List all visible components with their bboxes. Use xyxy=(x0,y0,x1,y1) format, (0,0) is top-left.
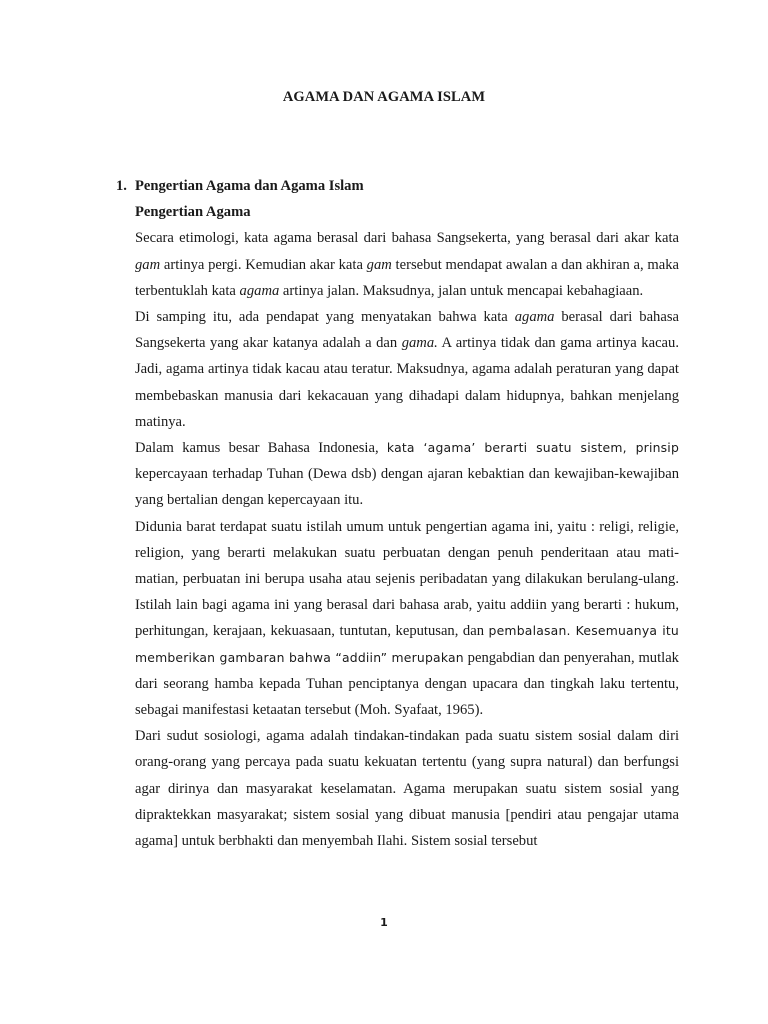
section-number: 1. xyxy=(116,178,127,194)
page-number: 1 xyxy=(380,916,388,929)
text-run: kata ‘agama’ berarti suatu sistem, prinsip xyxy=(386,440,680,456)
text-run: Didunia barat terdapat suatu istilah umum untuk pengertian agama ini, yaitu : religi, religie, religion, yang berarti melakukan suatu perbuatan dengan penuh penderitaan atau mati-matian, perbuatan ini berupa usaha atau sejenis peribadatan yang dilakukan berulang-ulang. Istilah lain bagi agama ini yang berasal dari bahasa arab, yaitu addiin yang berarti : hukum, perhitungan, kerajaan, kekuasaan, tuntutan, keputusan, dan xyxy=(135,518,679,640)
text-run: Dalam kamus besar Bahasa Indonesia, xyxy=(135,440,387,457)
paragraph-kbbi-definition xyxy=(135,435,679,514)
text-run: pembalasan. Kesemuanya itu memberikan gambaran bahwa “addiin” merupakan xyxy=(135,623,679,665)
italic-term: gam xyxy=(366,256,392,273)
paragraph-etymology xyxy=(135,225,679,304)
text-run: kepercayaan terhadap Tuhan (Dewa dsb) dengan ajaran kebaktian dan kewajiban-kewajiban yang bertalian dengan kepercayaan itu. xyxy=(135,466,679,509)
document-body xyxy=(116,173,680,854)
paragraph-sociology xyxy=(135,723,679,854)
section-heading-text: Pengertian Agama dan Agama Islam xyxy=(135,178,364,194)
document-title: AGAMA DAN AGAMA ISLAM xyxy=(282,89,486,105)
italic-term: gam xyxy=(135,256,161,273)
text-run: Dari sudut sosiologi, agama adalah tindakan-tindakan pada suatu sistem sosial dalam diri orang-orang yang percaya pada suatu kekuatan tertentu (yang supra natural) dan berfungsi agar dirinya dan masyarakat keselamatan. Agama merupakan suatu sistem sosial yang dipraktekkan masyarakat; sistem sosial yang dibuat manusia [pendiri atau pengajar utama agama] untuk berbhakti dan menyembah Ilahi. Sistem sosial tersebut xyxy=(135,728,679,850)
text-run: A artinya tidak dan gama artinya kacau. Jadi, agama artinya tidak kacau atau teratur. Maksudnya, agama adalah peraturan yang dapat membebaskan manusia dari kekacauan yang dihadapi dalam hidupnya, bahkan menjelang matinya. xyxy=(135,335,679,430)
italic-term: agama xyxy=(514,309,555,326)
text-run: Secara etimologi, kata agama berasal dari bahasa Sangsekerta, yang berasal dari akar kata xyxy=(135,230,679,247)
text-run: berasal dari bahasa Sangsekerta yang akar katanya adalah a dan xyxy=(135,309,679,352)
text-run: artinya jalan. Maksudnya, jalan untuk mencapai kebahagiaan. xyxy=(279,282,644,299)
paragraph-western-term xyxy=(135,514,679,724)
text-run: pengabdian dan penyerahan, mutlak dari seorang hamba kepada Tuhan penciptanya dengan upacara dan tingkah laku tertentu, sebagai manifestasi ketaatan tersebut (Moh. Syafaat, 1965). xyxy=(135,649,679,719)
text-run: Di samping itu, ada pendapat yang menyatakan bahwa kata xyxy=(135,309,515,326)
text-run: artinya pergi. Kemudian akar kata xyxy=(160,256,367,273)
italic-term: gama. xyxy=(401,335,438,352)
italic-term: agama xyxy=(239,282,280,299)
section-heading xyxy=(116,173,679,199)
text-run: tersebut mendapat awalan a dan akhiran a, maka terbentuklah kata xyxy=(135,256,679,299)
subsection-heading: Pengertian Agama xyxy=(135,204,251,221)
paragraph-alternative-opinion xyxy=(135,304,679,435)
